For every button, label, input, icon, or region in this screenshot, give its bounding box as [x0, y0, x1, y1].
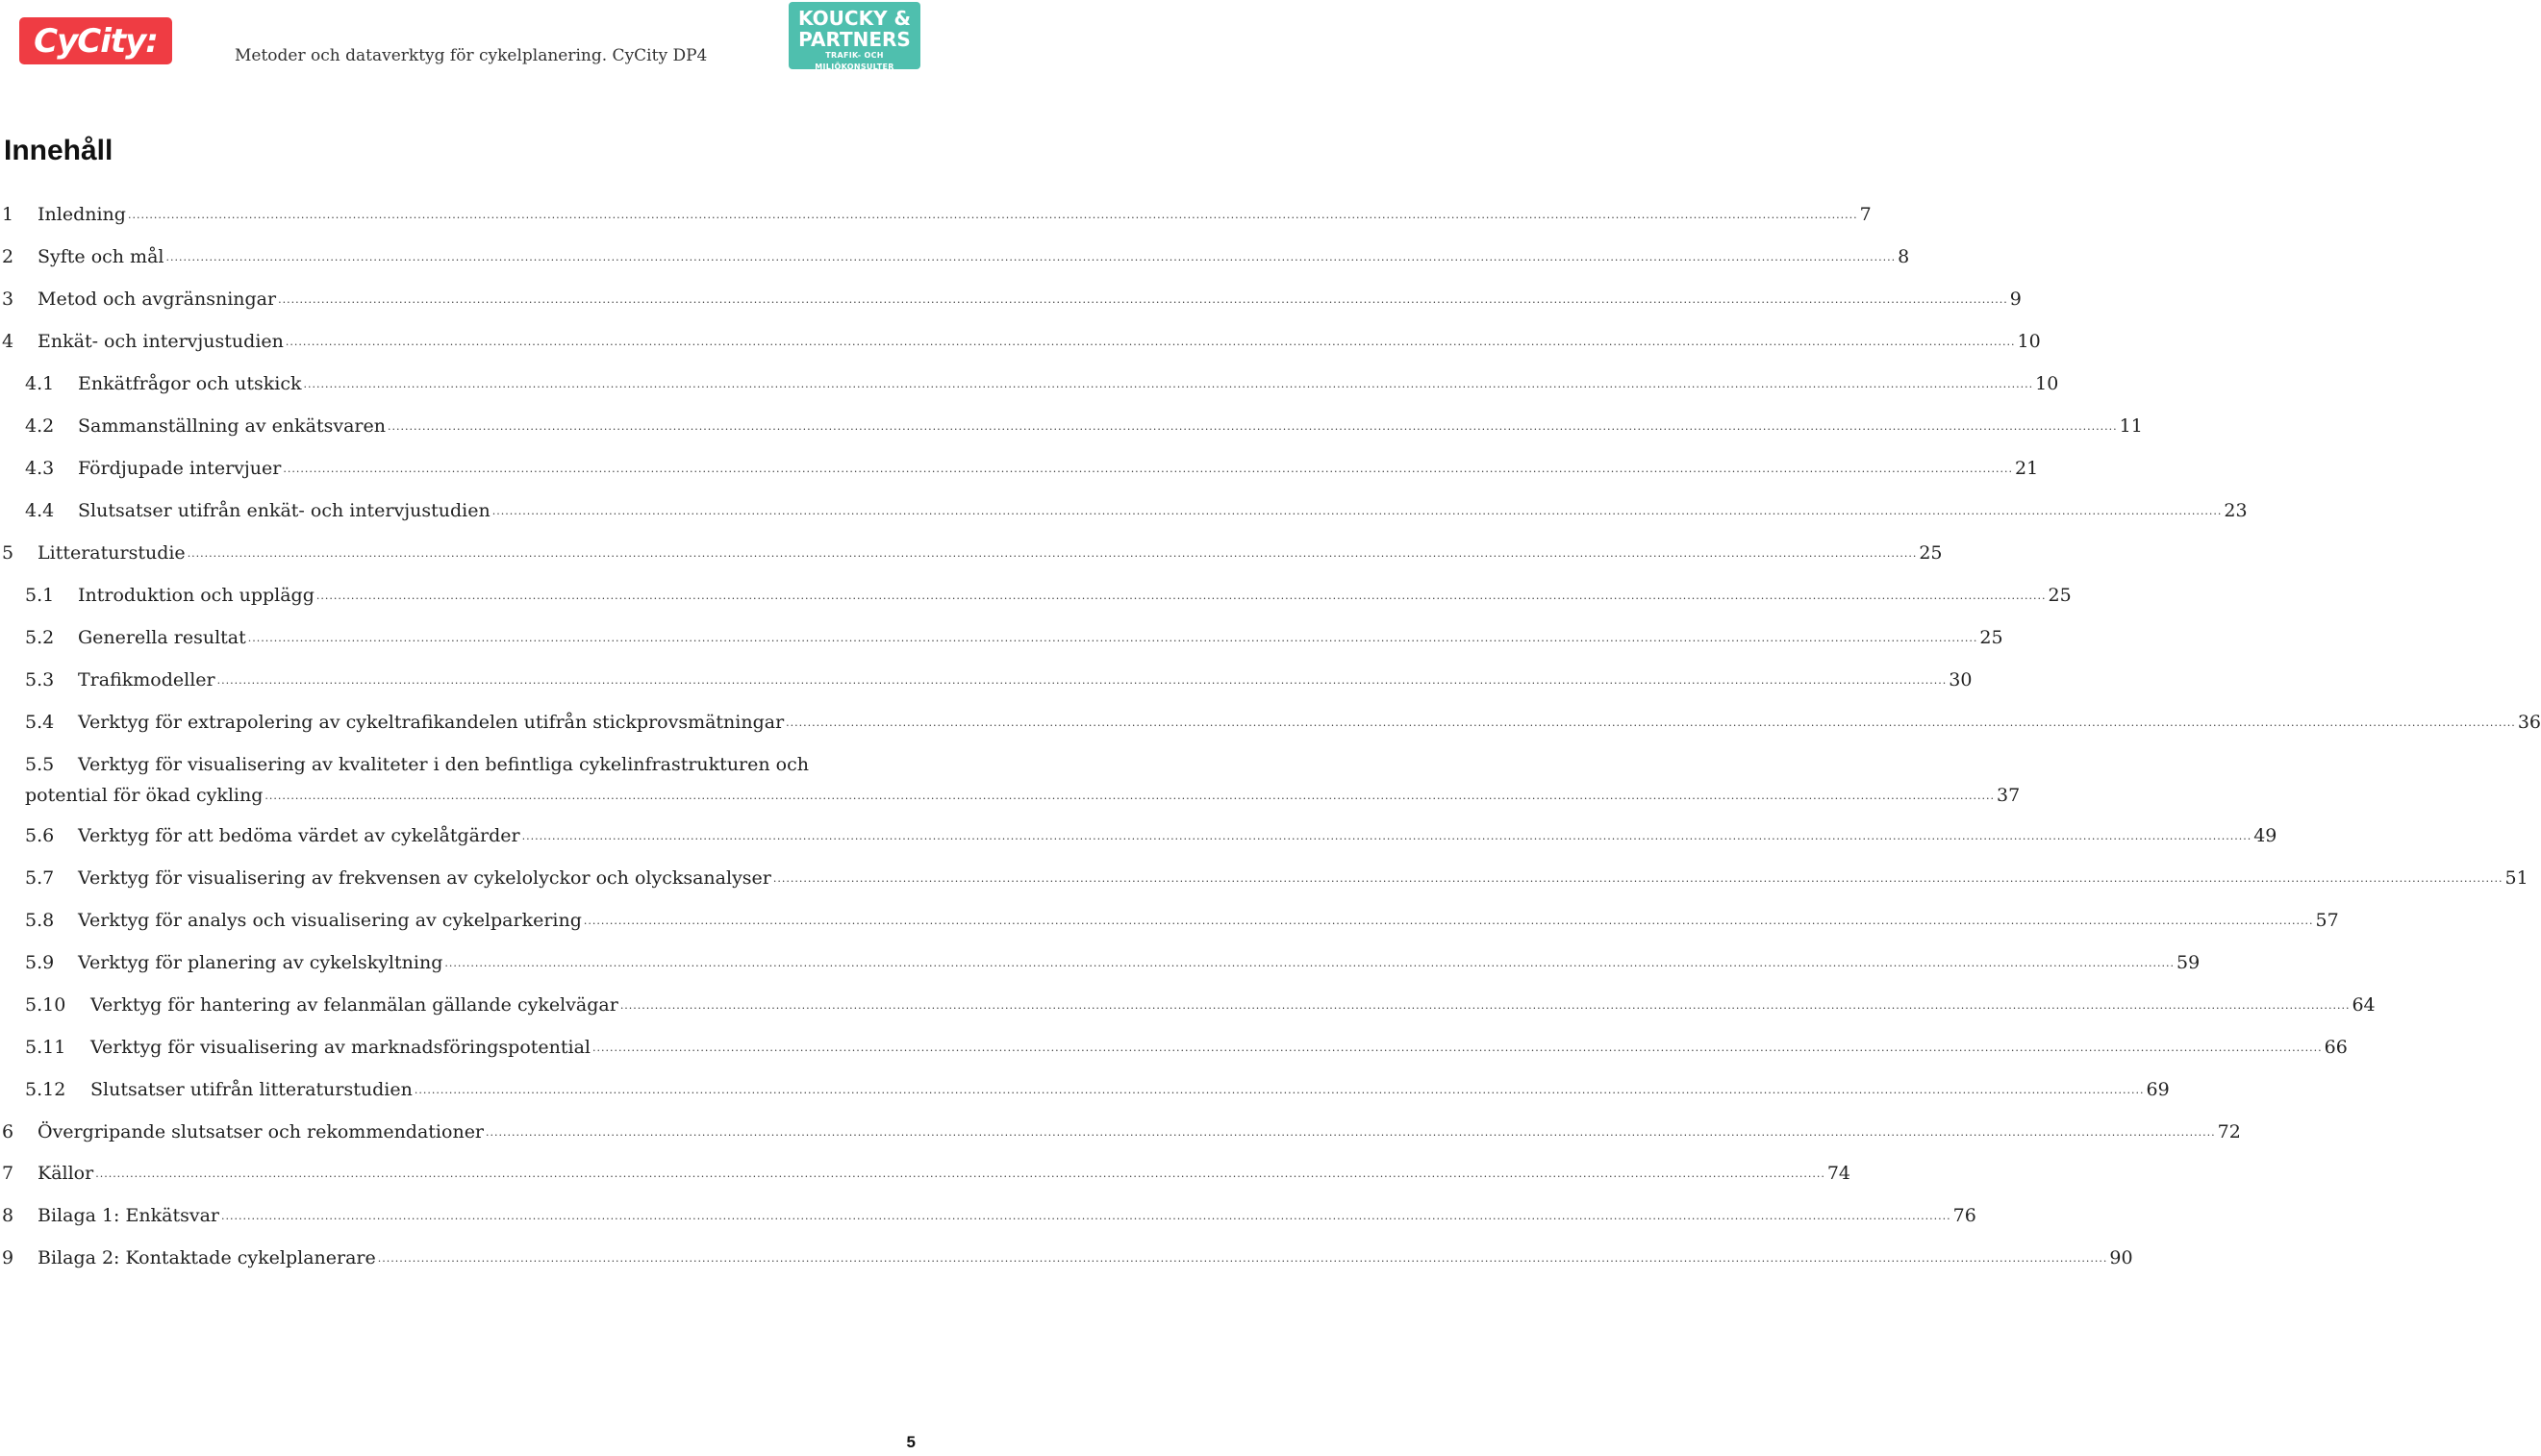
toc-entry-page: 10	[2016, 327, 2041, 358]
toc-entry-number: 5.7	[25, 867, 55, 889]
toc-entry[interactable]	[0, 454, 2039, 483]
toc-entry-number: 6	[2, 1121, 14, 1142]
toc-entry-number: 5.6	[25, 825, 55, 846]
toc-entry-page: 8	[1896, 242, 1909, 273]
toc-entry[interactable]	[0, 285, 2022, 314]
toc-entry[interactable]	[0, 1159, 1851, 1188]
toc-dot-leader: ................................................................................................................................................................................................................................................................................................................................................................................................................	[247, 632, 1978, 644]
toc-dot-leader: ................................................................................................................................................................................................................................................................................................................................................................................................................	[772, 872, 2503, 885]
toc-entry-title: Trafikmodeller	[78, 665, 217, 696]
toc-entry-title: Slutsatser utifrån litteraturstudien	[90, 1075, 415, 1106]
toc-entry-title: Generella resultat	[78, 623, 248, 654]
toc-entry-number: 3	[2, 289, 14, 310]
toc-entry[interactable]	[0, 581, 2072, 610]
toc-entry-page: 37	[1995, 781, 2020, 812]
toc-entry-number: 5.3	[25, 669, 55, 690]
toc-entry-page: 25	[2047, 581, 2072, 612]
toc-entry-number: 4.4	[25, 500, 55, 521]
toc-entry-number: 5.11	[25, 1037, 66, 1058]
toc-entry-title: Enkätfrågor och utskick	[78, 369, 303, 400]
toc-entry[interactable]	[0, 991, 2376, 1019]
toc-dot-leader: ................................................................................................................................................................................................................................................................................................................................................................................................................	[285, 336, 2016, 348]
toc-dot-leader: ................................................................................................................................................................................................................................................................................................................................................................................................................	[388, 420, 2118, 433]
toc-dot-leader: ................................................................................................................................................................................................................................................................................................................................................................................................................	[283, 463, 2013, 475]
toc-entry[interactable]	[0, 1243, 2133, 1272]
toc-entry-title: Enkät- och intervjustudien	[38, 327, 286, 358]
toc-entry-number: 5.9	[25, 952, 55, 973]
toc-entry-number: 5	[2, 542, 14, 564]
toc-entry[interactable]	[0, 1075, 2170, 1104]
toc-entry-title: Slutsatser utifrån enkät- och intervjustudien	[78, 496, 492, 527]
toc-entry-title: Sammanställning av enkätsvaren	[78, 412, 388, 442]
toc-dot-leader: ................................................................................................................................................................................................................................................................................................................................................................................................................	[278, 293, 2008, 306]
toc-entry[interactable]	[0, 242, 1910, 271]
toc-dot-leader: ................................................................................................................................................................................................................................................................................................................................................................................................................	[216, 674, 1948, 687]
toc-entry[interactable]	[0, 821, 2277, 850]
toc-entry-number: 8	[2, 1205, 14, 1226]
toc-entry[interactable]	[0, 906, 2339, 935]
toc-entry-page: 72	[2216, 1117, 2241, 1148]
toc-entry-page: 49	[2252, 821, 2277, 852]
toc-dot-leader: ................................................................................................................................................................................................................................................................................................................................................................................................................	[592, 1042, 2323, 1054]
toc-dot-leader: ................................................................................................................................................................................................................................................................................................................................................................................................................	[165, 251, 1897, 264]
document-header-title: Metoder och dataverktyg för cykelplanering. CyCity DP4	[235, 46, 708, 65]
toc-entry-title: Bilaga 2: Kontaktade cykelplanerare	[38, 1243, 378, 1274]
toc-entry-title: Fördjupade intervjuer	[78, 454, 283, 485]
toc-entry-page: 66	[2323, 1033, 2348, 1064]
toc-entry-title: Verktyg för extrapolering av cykeltrafikandelen utifrån stickprovsmätningar	[78, 708, 786, 739]
toc-dot-leader: ................................................................................................................................................................................................................................................................................................................................................................................................................	[95, 1167, 1825, 1180]
toc-entry-title: Introduktion och upplägg	[78, 581, 316, 612]
toc-dot-leader: ................................................................................................................................................................................................................................................................................................................................................................................................................	[619, 999, 2351, 1012]
toc-dot-leader: ................................................................................................................................................................................................................................................................................................................................................................................................................	[444, 957, 2176, 969]
toc-dot-leader: ................................................................................................................................................................................................................................................................................................................................................................................................................	[127, 209, 1858, 221]
toc-entry-page: 69	[2144, 1075, 2169, 1106]
toc-dot-leader: ................................................................................................................................................................................................................................................................................................................................................................................................................	[486, 1126, 2216, 1139]
toc-entry-title-continued: potential för ökad cykling	[25, 781, 264, 812]
toc-entry-number: 5.12	[25, 1079, 66, 1100]
toc-entry-title: Metod och avgränsningar	[38, 285, 278, 315]
toc-entry-title: Verktyg för analys och visualisering av cykelparkering	[78, 906, 584, 937]
toc-entry-page: 10	[2033, 369, 2058, 400]
toc-entry[interactable]	[0, 200, 1872, 229]
cycity-logo-text: CyCity:	[34, 21, 158, 61]
toc-entry-number: 1	[2, 204, 14, 225]
toc-entry-title: Verktyg för hantering av felanmälan gällande cykelvägar	[90, 991, 620, 1021]
toc-entry-number: 9	[2, 1247, 14, 1268]
toc-dot-leader: ................................................................................................................................................................................................................................................................................................................................................................................................................	[187, 547, 1918, 560]
toc-dot-leader: ................................................................................................................................................................................................................................................................................................................................................................................................................	[264, 790, 1996, 802]
toc-entry-title: Syfte och mål	[38, 242, 165, 273]
toc-entry-number: 5.8	[25, 910, 55, 931]
toc-entry[interactable]	[0, 864, 2528, 892]
toc-entry-number: 4.1	[25, 373, 55, 394]
toc-dot-leader: ................................................................................................................................................................................................................................................................................................................................................................................................................	[583, 915, 2314, 927]
toc-entry-continuation[interactable]	[25, 781, 2021, 810]
toc-entry[interactable]	[0, 539, 1943, 567]
toc-entry-page: 74	[1825, 1159, 1850, 1190]
page-number: 5	[906, 1433, 916, 1451]
toc-dot-leader: ................................................................................................................................................................................................................................................................................................................................................................................................................	[786, 716, 2516, 729]
toc-entry-number: 5.5	[25, 754, 55, 775]
toc-entry-title: Inledning	[38, 200, 128, 231]
toc-entry-page: 59	[2175, 948, 2200, 979]
toc-entry-page: 9	[2008, 285, 2022, 315]
toc-entry-page: 76	[1951, 1201, 1976, 1232]
toc-heading: Innehåll	[4, 135, 113, 166]
toc-entry-page: 23	[2222, 496, 2247, 527]
toc-entry-number: 5.4	[25, 712, 55, 733]
toc-entry-title: Litteraturstudie	[38, 539, 188, 569]
toc-dot-leader: ................................................................................................................................................................................................................................................................................................................................................................................................................	[521, 830, 2252, 842]
logo-line-1: KOUCKY &	[798, 7, 911, 30]
toc-entry-page: 51	[2503, 864, 2528, 894]
toc-entry-page: 57	[2314, 906, 2339, 937]
toc-entry[interactable]	[0, 948, 2201, 977]
toc-dot-leader: ................................................................................................................................................................................................................................................................................................................................................................................................................	[315, 590, 2047, 602]
toc-entry-page: 90	[2107, 1243, 2132, 1274]
toc-entry[interactable]	[0, 665, 1973, 694]
toc-entry-number: 4	[2, 331, 14, 352]
toc-entry[interactable]	[0, 1033, 2348, 1062]
toc-dot-leader: ................................................................................................................................................................................................................................................................................................................................................................................................................	[377, 1252, 2108, 1265]
toc-dot-leader: ................................................................................................................................................................................................................................................................................................................................................................................................................	[491, 505, 2223, 517]
toc-entry-number: 7	[2, 1163, 14, 1184]
logo-line-3: TRAFIK- OCH MILJÖKONSULTER	[815, 51, 894, 71]
toc-entry-title: Verktyg för visualisering av kvaliteter i den befintliga cykelinfrastrukturen och	[78, 750, 811, 779]
logo-line-2: PARTNERS	[798, 28, 911, 51]
toc-entry-page: 21	[2013, 454, 2038, 485]
toc-entry[interactable]	[0, 750, 918, 779]
toc-entry-page: 25	[1977, 623, 2002, 654]
toc-entry[interactable]	[0, 623, 2003, 652]
toc-entry-number: 5.1	[25, 585, 55, 606]
toc-entry-title: Verktyg för visualisering av marknadsföringspotential	[90, 1033, 592, 1064]
toc-entry-page: 25	[1917, 539, 1942, 569]
toc-entry-page: 64	[2350, 991, 2375, 1021]
toc-entry[interactable]	[0, 1117, 2241, 1146]
toc-entry-number: 4.3	[25, 458, 55, 479]
toc-entry-page: 30	[1947, 665, 1972, 696]
toc-entry[interactable]	[0, 1201, 1976, 1230]
toc-entry-page: 11	[2118, 412, 2143, 442]
toc-entry-page: 7	[1858, 200, 1872, 231]
toc-entry-page: 36	[2516, 708, 2541, 739]
toc-entry-number: 2	[2, 246, 14, 267]
toc-entry[interactable]	[0, 708, 2541, 737]
toc-entry-title: Bilaga 1: Enkätsvar	[38, 1201, 221, 1232]
toc-entry-number: 4.2	[25, 415, 55, 437]
toc-entry[interactable]	[0, 412, 2143, 440]
koucky-partners-logo	[789, 2, 920, 69]
toc-entry-title: Verktyg för visualisering av frekvensen av cykelolyckor och olycksanalyser	[78, 864, 773, 894]
cycity-logo	[19, 17, 172, 64]
toc-dot-leader: ................................................................................................................................................................................................................................................................................................................................................................................................................	[220, 1210, 1951, 1222]
toc-dot-leader: ................................................................................................................................................................................................................................................................................................................................................................................................................	[303, 378, 2034, 390]
toc-entry[interactable]	[0, 496, 2248, 525]
toc-entry[interactable]	[0, 369, 2059, 398]
toc-entry[interactable]	[0, 327, 2041, 356]
toc-entry-title: Källor	[38, 1159, 95, 1190]
toc-entry-number: 5.2	[25, 627, 55, 648]
toc-dot-leader: ................................................................................................................................................................................................................................................................................................................................................................................................................	[414, 1084, 2145, 1096]
toc-entry-title: Verktyg för att bedöma värdet av cykelåtgärder	[78, 821, 522, 852]
toc-entry-number: 5.10	[25, 994, 66, 1016]
toc-entry-title: Verktyg för planering av cykelskyltning	[78, 948, 444, 979]
toc-entry-title: Övergripande slutsatser och rekommendationer	[38, 1117, 486, 1148]
